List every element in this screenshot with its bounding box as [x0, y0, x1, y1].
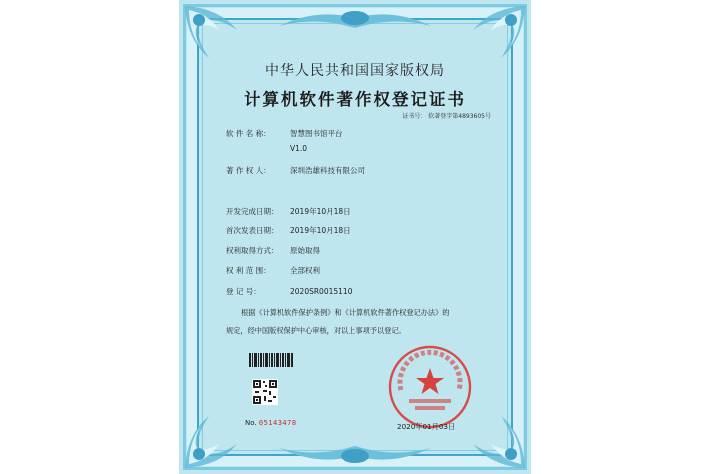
barcode-icon [249, 353, 293, 367]
field-value: 全部权利 [290, 266, 320, 275]
field-label: 开发完成日期： [226, 207, 279, 216]
serial-label: No. [245, 419, 257, 427]
corner-ornament-icon [179, 410, 243, 474]
field-scope-of-rights [226, 265, 320, 276]
serial-number [245, 419, 297, 427]
statement-line-2: 规定，经中国版权保护中心审核，对以上事项予以登记。 [226, 326, 406, 335]
field-acquisition-method [226, 245, 320, 256]
software-version: V1.0 [290, 144, 308, 153]
issuer-heading: 中华人民共和国国家版权局 [265, 63, 445, 79]
serial-value: 05143478 [258, 419, 297, 427]
certificate [179, 0, 531, 474]
field-value: 智慧图书馆平台 [290, 129, 343, 138]
issue-date: 2020年01月03日 [397, 422, 456, 431]
field-label: 首次发表日期： [226, 226, 279, 235]
official-seal-icon [387, 344, 473, 430]
bottom-ornament-icon [279, 442, 431, 468]
field-value: 原始取得 [290, 246, 320, 255]
field-completion-date [226, 206, 351, 217]
top-ornament-icon [279, 6, 431, 32]
field-copyright-owner [226, 165, 365, 176]
field-value: 深圳浩雄科技有限公司 [290, 166, 365, 175]
field-label: 权利取得方式： [226, 246, 279, 255]
field-label: 软 件 名 称： [226, 129, 271, 138]
field-publication-date [226, 225, 351, 236]
field-label: 著 作 权 人： [226, 166, 271, 175]
field-value: 2020SR0015110 [290, 287, 353, 296]
corner-ornament-icon [179, 0, 243, 64]
corner-ornament-icon [467, 410, 531, 474]
field-registration-number [226, 286, 352, 297]
certificate-title: 计算机软件著作权登记证书 [244, 90, 466, 109]
field-value: 2019年10月18日 [290, 207, 351, 216]
field-software-name [226, 128, 343, 139]
qr-code-icon [252, 379, 278, 405]
certificate-number: 证书号： 软著登字第4893605号 [402, 113, 491, 120]
statement-line-1: 根据《计算机软件保护条例》和《计算机软件著作权登记办法》的 [241, 308, 450, 317]
field-label: 权 利 范 围： [226, 266, 271, 275]
field-label: 登 记 号： [226, 287, 261, 296]
field-value: 2019年10月18日 [290, 226, 351, 235]
corner-ornament-icon [467, 0, 531, 64]
